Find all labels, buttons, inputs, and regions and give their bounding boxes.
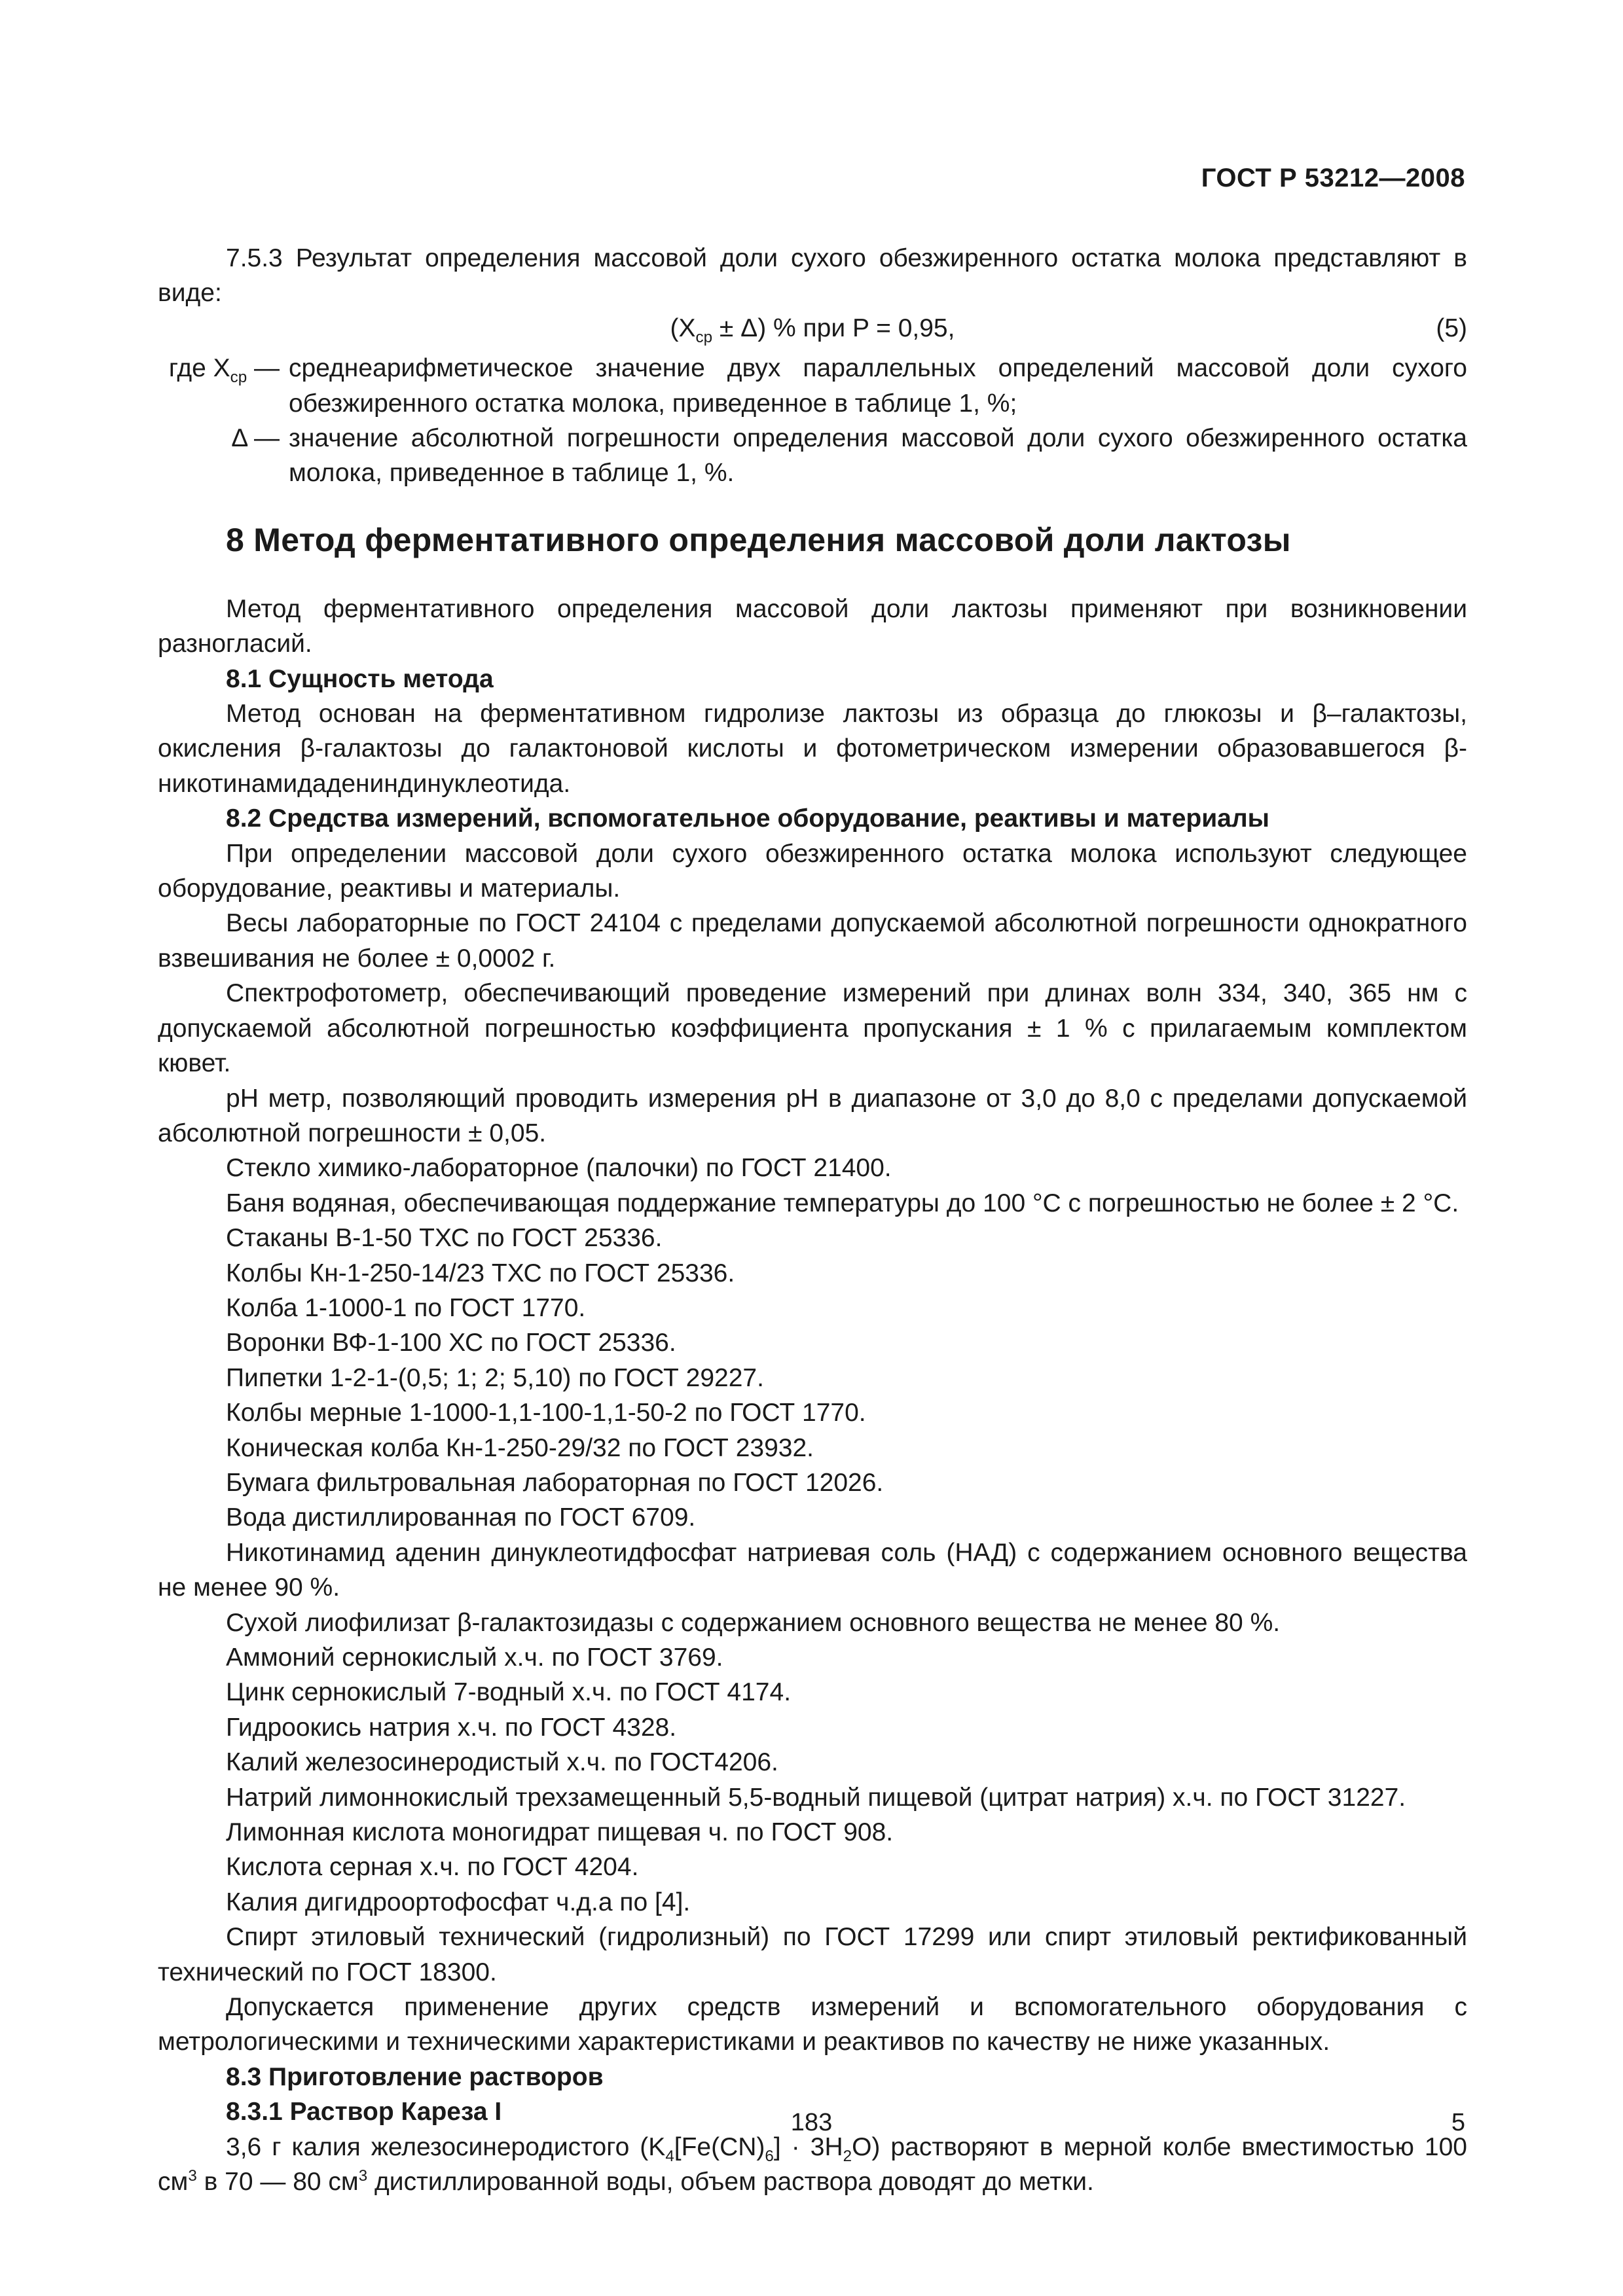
page-number-center: 183: [790, 2109, 833, 2136]
list-item: Стаканы В-1-50 ТХС по ГОСТ 25336.: [226, 1224, 663, 1253]
list-item: Колбы мерные 1-1000-1,1-100-1,1-50-2 по ГОСТ 1770.: [226, 1399, 866, 1427]
list-item: Никотинамид аденин динуклеотидфосфат натриевая соль (НАД) с содержанием основного вещества не менее 90 %.: [158, 1538, 1467, 1602]
list-item: Колба 1-1000-1 по ГОСТ 1770.: [226, 1293, 586, 1322]
list-item: Гидроокись натрия х.ч. по ГОСТ 4328.: [226, 1713, 677, 1742]
definition-xcp: [158, 351, 1467, 421]
formula-expression: [158, 311, 1467, 346]
heading-8-3: 8.3 Приготовление растворов: [226, 2062, 604, 2091]
paragraph-8-1: Метод основан на ферментативном гидролизе лактозы из образца до глюкозы и β–галактозы, окисления β-галактозы до галактоновой кислоты и фотометрическом измерении образовавшегося β-никотинамидадениндинуклеотида.: [158, 700, 1467, 798]
list-item: Спирт этиловый технический (гидролизный) по ГОСТ 17299 или спирт этиловый ректификованный технический по ГОСТ 18300.: [158, 1923, 1467, 1986]
list-item: Аммоний сернокислый х.ч. по ГОСТ 3769.: [226, 1643, 723, 1672]
list-item: Калия дигидроортофосфат ч.д.а по [4].: [226, 1888, 691, 1916]
definition-delta: [158, 421, 1467, 491]
clause-7-5-3: 7.5.3 Результат определения массовой доли сухого обезжиренного остатка молока представляют в виде:: [158, 244, 1467, 308]
list-item: Стекло химико-лабораторное (палочки) по ГОСТ 21400.: [226, 1154, 892, 1183]
formula-definitions: [158, 351, 1467, 491]
list-item: Пипетки 1-2-1-(0,5; 1; 2; 5,10) по ГОСТ 29227.: [226, 1363, 764, 1392]
heading-8-2: 8.2 Средства измерений, вспомогательное оборудование, реактивы и материалы: [226, 804, 1269, 833]
list-item: Допускается применение других средств измерений и вспомогательного оборудования с метрологическими и техническими характеристиками и реактивов по качеству не ниже указанных.: [158, 1993, 1467, 2056]
list-item: Баня водяная, обеспечивающая поддержание температуры до 100 °С с погрешностью не более ± 2 °С.: [226, 1189, 1459, 1217]
page-content: [158, 241, 1467, 2200]
definition-symbol: Δ —: [231, 424, 280, 453]
list-item: Воронки ВФ-1-100 ХС по ГОСТ 25336.: [226, 1329, 676, 1357]
list-item: Спектрофотометр, обеспечивающий проведение измерений при длинах волн 334, 340, 365 нм с допускаемой абсолютной погрешностью коэффициента пропускания ± 1 % с прилагаемым комплектом кювет.: [158, 979, 1467, 1078]
equation-number: (5): [1436, 314, 1467, 342]
paragraph-8-2-intro: При определении массовой доли сухого обезжиренного остатка молока используют следующее оборудование, реактивы и материалы.: [158, 839, 1467, 903]
definition-symbol: где $X_{ср}$ —: [168, 354, 280, 386]
list-item: Натрий лимоннокислый трехзамещенный 5,5-водный пищевой (цитрат натрия) х.ч. по ГОСТ 31227.: [226, 1783, 1406, 1812]
formula-subscript: ср: [695, 328, 713, 346]
formula-part: (X: [670, 314, 696, 342]
formula-part: ± Δ) % при P = 0,95,: [712, 314, 955, 342]
equipment-list: [158, 906, 1467, 2059]
section-8-intro: Метод ферментативного определения массовой доли лактозы применяют при возникновении разногласий.: [158, 594, 1467, 658]
list-item: Бумага фильтровальная лабораторная по ГОСТ 12026.: [226, 1468, 884, 1497]
list-item: Цинк сернокислый 7-водный х.ч. по ГОСТ 4174.: [226, 1678, 792, 1707]
list-item: Калий железосинеродистый х.ч. по ГОСТ4206.: [226, 1748, 778, 1777]
list-item: Вода дистиллированная по ГОСТ 6709.: [226, 1503, 696, 1532]
list-item: Кислота серная х.ч. по ГОСТ 4204.: [226, 1853, 639, 1882]
page-number-right: 5: [1451, 2109, 1465, 2136]
list-item: Коническая колба Кн-1-250-29/32 по ГОСТ 23932.: [226, 1433, 814, 1462]
section-8-title: 8 Метод ферментативного определения массовой доли лактозы: [226, 521, 1291, 558]
formula-5: [158, 311, 1467, 346]
list-item: Весы лабораторные по ГОСТ 24104 с пределами допускаемой абсолютной погрешности однократного взвешивания не более ± 0,0002 г.: [158, 909, 1467, 973]
list-item: Лимонная кислота моногидрат пищевая ч. по ГОСТ 908.: [226, 1818, 894, 1847]
definition-text: среднеарифметическое значение двух параллельных определений массовой доли сухого обезжиренного остатка молока, приведенное в таблице 1, %;: [289, 354, 1467, 418]
list-item: pH метр, позволяющий проводить измерения pH в диапазоне от 3,0 до 8,0 с пределами допускаемой абсолютной погрешности ± 0,05.: [158, 1084, 1467, 1147]
standard-header: ГОСТ Р 53212—2008: [1201, 164, 1465, 192]
definition-text: значение абсолютной погрешности определения массовой доли сухого обезжиренного остатка молока, приведенное в таблице 1, %.: [289, 424, 1467, 488]
heading-8-3-1: 8.3.1 Раствор Кареза I: [226, 2098, 502, 2126]
paragraph-8-3-1: 3,6 г калия железосинеродистого $(K_4[Fe(CN)_6] \cdot 3H_2O)$ растворяют в мерной колбе вместимостью 100 $см^3$ в 70 — 80 $см^3$ дистиллированной воды, объем раствора доводят до метки.: [158, 2132, 1467, 2197]
list-item: Сухой лиофилизат β-галактозидазы с содержанием основного вещества не менее 80 %.: [226, 1608, 1281, 1637]
heading-8-1: 8.1 Сущность метода: [226, 664, 494, 693]
list-item: Колбы Кн-1-250-14/23 ТХС по ГОСТ 25336.: [226, 1259, 735, 1287]
